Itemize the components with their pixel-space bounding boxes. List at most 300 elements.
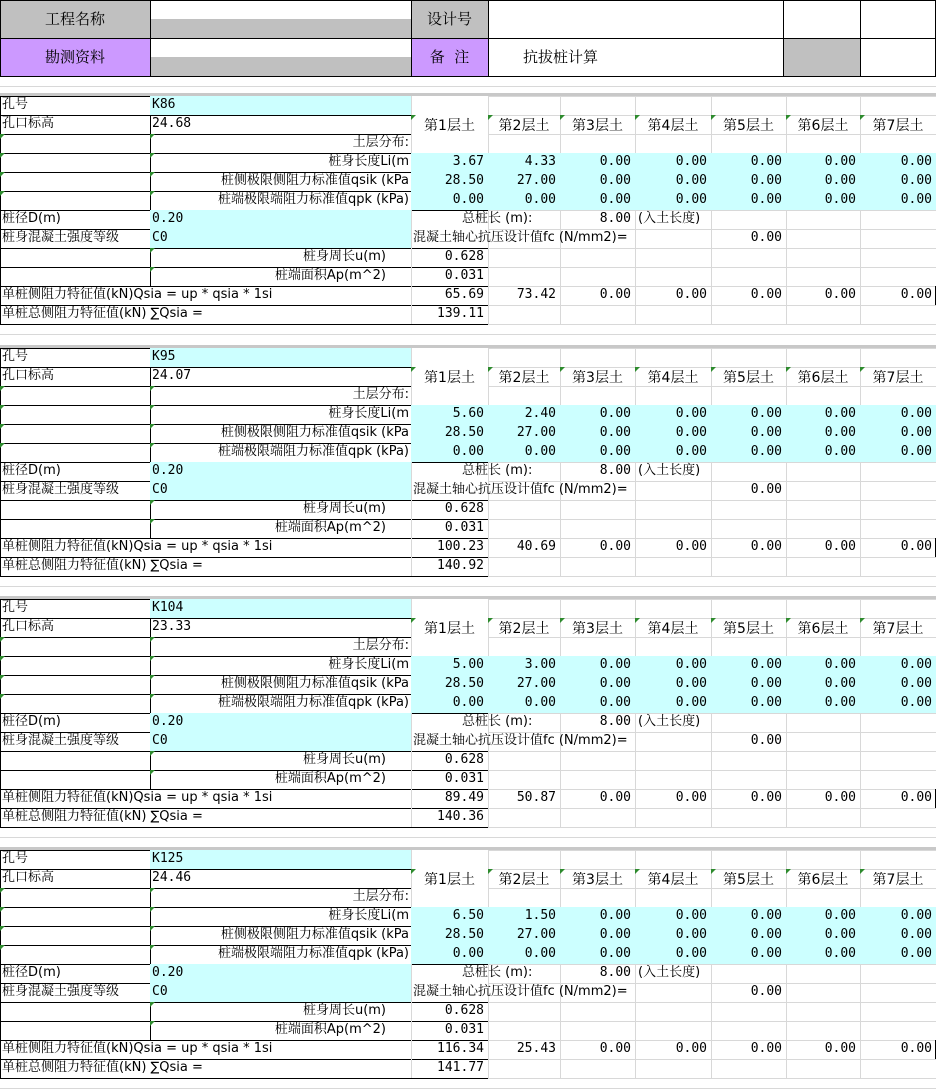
qsia-value: 0.00 <box>675 1041 707 1056</box>
row-marker <box>0 945 150 964</box>
hole-elev-label: 孔口标高 <box>2 368 55 383</box>
side-resistance-value[interactable]: 0.00 <box>786 675 860 694</box>
qsia-value: 0.00 <box>900 287 932 302</box>
qsia-formula-label: 单桩侧阻力特征值(kN)Qsia = up * qsia * 1si <box>2 790 273 805</box>
segment-length-value[interactable]: 0.00 <box>560 656 635 675</box>
segment-length-value[interactable]: 1.50 <box>488 907 560 926</box>
layer-header: 第4层土 <box>635 115 711 147</box>
segment-length-value[interactable]: 0.00 <box>635 656 711 675</box>
block-border <box>0 1078 488 1079</box>
side-resistance-value[interactable]: 0.00 <box>635 926 711 945</box>
block-gridline <box>488 599 936 600</box>
layer-header: 第3层土 <box>560 869 635 901</box>
hole-elev-value[interactable]: 24.68 <box>152 116 192 131</box>
segment-length-value[interactable]: 0.00 <box>635 153 711 172</box>
row-marker <box>0 656 150 675</box>
hole-elev-label: 孔口标高 <box>2 116 55 131</box>
qsia-value: 0.00 <box>675 539 707 554</box>
tip-resistance-label: 桩端极限端阻力标准值qpk (kPa) <box>150 945 411 964</box>
block-gridline <box>488 267 936 268</box>
pile-d-value[interactable]: 0.20 <box>150 210 411 229</box>
row-marker <box>0 386 150 405</box>
tip-resistance-value[interactable]: 0.00 <box>860 191 936 210</box>
qsia-total-value: 140.92 <box>437 558 484 573</box>
tip-area-value: 0.031 <box>444 268 484 283</box>
block-gridline <box>488 248 936 249</box>
side-resistance-value[interactable]: 28.50 <box>411 172 488 191</box>
row-marker <box>0 675 150 694</box>
qsia-value: 116.34 <box>437 1041 484 1056</box>
side-resistance-label: 桩侧极限侧阻力标准值qsik (kPa <box>150 172 411 191</box>
fc-value: 0.00 <box>750 984 782 999</box>
perimeter-value: 0.628 <box>444 752 484 767</box>
qsia-value: 40.69 <box>516 539 556 554</box>
tip-resistance-value[interactable]: 0.00 <box>560 443 635 462</box>
row-marker <box>0 134 150 153</box>
side-resistance-value[interactable]: 27.00 <box>488 675 560 694</box>
hole-elev-label: 孔口标高 <box>2 619 55 634</box>
concrete-grade-value[interactable]: C0 <box>150 229 411 248</box>
block-gridline <box>488 770 936 771</box>
row-marker <box>0 907 150 926</box>
qsia-value: 0.00 <box>824 1041 856 1056</box>
segment-length-label: 桩身长度Li(m <box>150 153 411 172</box>
qsia-value: 0.00 <box>599 539 631 554</box>
tip-resistance-value[interactable]: 0.00 <box>711 191 786 210</box>
qsia-value: 0.00 <box>599 790 631 805</box>
tip-area-label: 桩端面积Ap(m^2) <box>274 1022 386 1037</box>
side-resistance-label: 桩侧极限侧阻力标准值qsik (kPa <box>150 926 411 945</box>
qsia-total-label: 单桩总侧阻力特征值(kN) ∑Qsia = <box>2 1060 203 1075</box>
segment-length-value[interactable]: 0.00 <box>786 907 860 926</box>
header-box-4 <box>860 38 936 76</box>
row-marker <box>0 153 150 172</box>
tip-resistance-value[interactable]: 0.00 <box>560 694 635 713</box>
layer-header: 第6层土 <box>786 618 860 650</box>
segment-length-value[interactable]: 0.00 <box>560 405 635 424</box>
segment-length-value[interactable]: 2.40 <box>488 405 560 424</box>
layer-header: 第3层土 <box>560 115 635 147</box>
layer-header: 第1层土 <box>411 367 488 399</box>
tip-resistance-value[interactable]: 0.00 <box>860 945 936 964</box>
qsia-value: 0.00 <box>750 287 782 302</box>
block-gridline <box>488 348 936 349</box>
concrete-grade-value[interactable]: C0 <box>150 481 411 500</box>
gap-gridline <box>0 334 936 335</box>
project-name-input-shade <box>150 19 411 38</box>
total-len-label: 总桩长 (m): <box>462 463 533 478</box>
side-resistance-value[interactable]: 0.00 <box>711 424 786 443</box>
hole-elev-value[interactable]: 23.33 <box>152 619 192 634</box>
qsia-value: 100.23 <box>437 539 484 554</box>
layer-header: 第7层土 <box>860 115 936 147</box>
tip-resistance-value[interactable]: 0.00 <box>411 443 488 462</box>
hole-no-value[interactable]: K86 <box>150 96 411 115</box>
project-name-label: 工程名称 <box>0 0 150 38</box>
qsia-value: 0.00 <box>599 287 631 302</box>
perimeter-label: 桩身周长u(m) <box>302 1003 386 1018</box>
layer-header: 第7层土 <box>860 618 936 650</box>
concrete-grade-value[interactable]: C0 <box>150 732 411 751</box>
segment-length-value[interactable]: 0.00 <box>786 405 860 424</box>
layer-header: 第7层土 <box>860 869 936 901</box>
total-len-label: 总桩长 (m): <box>462 714 533 729</box>
side-resistance-value[interactable]: 0.00 <box>711 172 786 191</box>
layer-header: 第3层土 <box>560 618 635 650</box>
segment-length-label: 桩身长度Li(m <box>150 405 411 424</box>
layer-header: 第6层土 <box>786 115 860 147</box>
tip-resistance-value[interactable]: 0.00 <box>411 945 488 964</box>
qsia-value: 89.49 <box>444 790 484 805</box>
tip-resistance-value[interactable]: 0.00 <box>635 694 711 713</box>
concrete-grade-label: 桩身混凝土强度等级 <box>2 733 120 748</box>
layer-dist-label: 土层分布: <box>150 637 411 656</box>
qsia-total-label: 单桩总侧阻力特征值(kN) ∑Qsia = <box>2 809 203 824</box>
segment-length-value[interactable]: 0.00 <box>635 405 711 424</box>
tip-resistance-value[interactable]: 0.00 <box>635 945 711 964</box>
block-gridline <box>488 1078 936 1079</box>
segment-length-value[interactable]: 0.00 <box>860 656 936 675</box>
total-len-label: 总桩长 (m): <box>462 965 533 980</box>
hole-no-label: 孔号 <box>2 851 29 866</box>
side-resistance-value[interactable]: 0.00 <box>560 675 635 694</box>
qsia-value: 50.87 <box>516 790 556 805</box>
layer-header: 第6层土 <box>786 869 860 901</box>
row-marker <box>0 191 150 210</box>
pile-d-value[interactable]: 0.20 <box>150 964 411 983</box>
layer-header: 第7层土 <box>860 367 936 399</box>
total-len-value: 8.00 <box>599 965 631 980</box>
gap-gridline <box>0 837 936 838</box>
hole-no-value[interactable]: K95 <box>150 348 411 367</box>
hole-no-value[interactable]: K125 <box>150 850 411 869</box>
qsia-total-value: 141.77 <box>437 1060 484 1075</box>
segment-length-value[interactable]: 4.33 <box>488 153 560 172</box>
qsia-total-label: 单桩总侧阻力特征值(kN) ∑Qsia = <box>2 558 203 573</box>
header-box-1 <box>783 0 860 38</box>
side-resistance-value[interactable]: 0.00 <box>711 675 786 694</box>
pile-d-label: 桩径D(m) <box>2 965 61 980</box>
qsia-value: 0.00 <box>675 287 707 302</box>
side-resistance-value[interactable]: 0.00 <box>860 675 936 694</box>
tip-resistance-value[interactable]: 0.00 <box>711 443 786 462</box>
fc-label: 混凝土轴心抗压设计值fc (N/mm2)= <box>413 733 628 748</box>
fc-value: 0.00 <box>750 230 782 245</box>
row-marker <box>0 694 150 713</box>
remark-value[interactable]: 抗拔桩计算 <box>522 48 598 66</box>
survey-data-input[interactable] <box>150 38 411 57</box>
total-len-value: 8.00 <box>599 211 631 226</box>
qsia-value: 0.00 <box>900 790 932 805</box>
tip-resistance-label: 桩端极限端阻力标准值qpk (kPa) <box>150 191 411 210</box>
hole-elev-label: 孔口标高 <box>2 870 55 885</box>
header-border <box>150 0 151 76</box>
side-resistance-value[interactable]: 28.50 <box>411 675 488 694</box>
layer-header: 第4层土 <box>635 618 711 650</box>
header-box-3 <box>783 38 860 76</box>
concrete-grade-value[interactable]: C0 <box>150 983 411 1002</box>
tip-resistance-value[interactable]: 0.00 <box>488 191 560 210</box>
row-marker <box>0 637 150 656</box>
row-marker <box>0 926 150 945</box>
block-gridline <box>488 1002 936 1003</box>
layer-dist-label: 土层分布: <box>150 386 411 405</box>
layer-header: 第5层土 <box>711 618 786 650</box>
tip-resistance-value[interactable]: 0.00 <box>786 191 860 210</box>
tip-resistance-value[interactable]: 0.00 <box>488 694 560 713</box>
tip-resistance-value[interactable]: 0.00 <box>488 443 560 462</box>
block-gridline <box>488 1021 936 1022</box>
hole-elev-value[interactable]: 24.46 <box>152 870 192 885</box>
side-resistance-value[interactable]: 28.50 <box>411 926 488 945</box>
remark-label: 备 注 <box>411 38 488 76</box>
embed-note: (入土长度) <box>638 211 701 226</box>
block-gridline <box>488 500 936 501</box>
survey-data-label: 勘测资料 <box>0 38 150 76</box>
segment-length-value[interactable]: 3.00 <box>488 656 560 675</box>
tip-resistance-label: 桩端极限端阻力标准值qpk (kPa) <box>150 443 411 462</box>
concrete-grade-label: 桩身混凝土强度等级 <box>2 984 120 999</box>
side-resistance-value[interactable]: 27.00 <box>488 424 560 443</box>
fc-label: 混凝土轴心抗压设计值fc (N/mm2)= <box>413 984 628 999</box>
qsia-value: 0.00 <box>824 287 856 302</box>
segment-length-value[interactable]: 0.00 <box>711 153 786 172</box>
side-resistance-value[interactable]: 0.00 <box>860 926 936 945</box>
layer-header: 第5层土 <box>711 869 786 901</box>
row-marker <box>0 888 150 907</box>
qsia-value: 0.00 <box>599 1041 631 1056</box>
segment-length-value[interactable]: 0.00 <box>860 405 936 424</box>
qsia-total-value: 140.36 <box>437 809 484 824</box>
block-border <box>0 827 488 828</box>
qsia-formula-label: 单桩侧阻力特征值(kN)Qsia = up * qsia * 1si <box>2 1041 273 1056</box>
segment-length-value[interactable]: 0.00 <box>860 153 936 172</box>
qsia-formula-label: 单桩侧阻力特征值(kN)Qsia = up * qsia * 1si <box>2 539 273 554</box>
tip-resistance-value[interactable]: 0.00 <box>635 191 711 210</box>
fc-label: 混凝土轴心抗压设计值fc (N/mm2)= <box>413 482 628 497</box>
qsia-value: 65.69 <box>444 287 484 302</box>
tip-resistance-value[interactable]: 0.00 <box>411 694 488 713</box>
row-marker <box>0 405 150 424</box>
segment-length-value[interactable]: 0.00 <box>786 656 860 675</box>
perimeter-value: 0.628 <box>444 249 484 264</box>
block-gridline <box>488 576 936 577</box>
tip-resistance-value[interactable]: 0.00 <box>488 945 560 964</box>
block-gridline <box>488 808 936 809</box>
tip-resistance-label: 桩端极限端阻力标准值qpk (kPa) <box>150 694 411 713</box>
design-no-label: 设计号 <box>411 0 488 38</box>
block-gridline <box>488 305 936 306</box>
pile-d-value[interactable]: 0.20 <box>150 713 411 732</box>
perimeter-value: 0.628 <box>444 1003 484 1018</box>
pile-d-value[interactable]: 0.20 <box>150 462 411 481</box>
total-len-label: 总桩长 (m): <box>462 211 533 226</box>
tip-resistance-value[interactable]: 0.00 <box>786 443 860 462</box>
qsia-value: 0.00 <box>824 790 856 805</box>
qsia-formula-label: 单桩侧阻力特征值(kN)Qsia = up * qsia * 1si <box>2 287 273 302</box>
block-gridline <box>488 827 936 828</box>
fc-value: 0.00 <box>750 733 782 748</box>
tip-resistance-value[interactable]: 0.00 <box>635 443 711 462</box>
segment-length-value[interactable]: 0.00 <box>860 907 936 926</box>
header-border <box>411 0 412 76</box>
tip-resistance-value[interactable]: 0.00 <box>786 694 860 713</box>
block-border <box>0 576 488 577</box>
segment-length-label: 桩身长度Li(m <box>150 656 411 675</box>
perimeter-label: 桩身周长u(m) <box>302 752 386 767</box>
row-marker <box>0 172 150 191</box>
embed-note: (入土长度) <box>638 965 701 980</box>
side-resistance-value[interactable]: 0.00 <box>786 424 860 443</box>
block-gridline <box>488 1059 936 1060</box>
total-len-value: 8.00 <box>599 714 631 729</box>
tip-area-label: 桩端面积Ap(m^2) <box>274 771 386 786</box>
block-gridline <box>488 557 936 558</box>
layer-header: 第1层土 <box>411 869 488 901</box>
hole-no-value[interactable]: K104 <box>150 599 411 618</box>
segment-length-value[interactable]: 5.00 <box>411 656 488 675</box>
embed-note: (入土长度) <box>638 463 701 478</box>
tip-resistance-value[interactable]: 0.00 <box>786 945 860 964</box>
tip-area-label: 桩端面积Ap(m^2) <box>274 268 386 283</box>
qsia-total-value: 139.11 <box>437 306 484 321</box>
side-resistance-value[interactable]: 28.50 <box>411 424 488 443</box>
layer-header: 第2层土 <box>488 115 560 147</box>
side-resistance-value[interactable]: 0.00 <box>635 172 711 191</box>
header-box-2 <box>860 0 936 38</box>
tip-area-value: 0.031 <box>444 771 484 786</box>
segment-length-value[interactable]: 0.00 <box>560 907 635 926</box>
side-resistance-value[interactable]: 0.00 <box>786 172 860 191</box>
header-border <box>488 0 489 76</box>
layer-dist-label: 土层分布: <box>150 134 411 153</box>
qsia-value: 73.42 <box>516 287 556 302</box>
fc-value: 0.00 <box>750 482 782 497</box>
layer-header: 第1层土 <box>411 618 488 650</box>
concrete-grade-label: 桩身混凝土强度等级 <box>2 482 120 497</box>
qsia-value: 0.00 <box>824 539 856 554</box>
qsia-value: 25.43 <box>516 1041 556 1056</box>
perimeter-label: 桩身周长u(m) <box>302 249 386 264</box>
side-resistance-value[interactable]: 0.00 <box>711 926 786 945</box>
row-marker <box>0 443 150 462</box>
tip-area-value: 0.031 <box>444 520 484 535</box>
segment-length-label: 桩身长度Li(m <box>150 907 411 926</box>
side-resistance-value[interactable]: 0.00 <box>560 172 635 191</box>
tip-resistance-value[interactable]: 0.00 <box>860 443 936 462</box>
header-border <box>0 38 936 39</box>
side-resistance-label: 桩侧极限侧阻力标准值qsik (kPa <box>150 675 411 694</box>
side-resistance-value[interactable]: 0.00 <box>560 424 635 443</box>
layer-header: 第2层土 <box>488 618 560 650</box>
perimeter-label: 桩身周长u(m) <box>302 501 386 516</box>
gap-gridline <box>0 86 936 87</box>
side-resistance-value[interactable]: 0.00 <box>860 424 936 443</box>
tip-resistance-value[interactable]: 0.00 <box>860 694 936 713</box>
block-gridline <box>488 96 936 97</box>
header-border <box>860 0 861 76</box>
layer-header: 第2层土 <box>488 367 560 399</box>
side-resistance-value[interactable]: 27.00 <box>488 172 560 191</box>
tip-resistance-value[interactable]: 0.00 <box>560 945 635 964</box>
side-resistance-value[interactable]: 0.00 <box>635 675 711 694</box>
qsia-value: 0.00 <box>750 539 782 554</box>
perimeter-value: 0.628 <box>444 501 484 516</box>
design-no-input[interactable] <box>488 0 783 38</box>
concrete-grade-label: 桩身混凝土强度等级 <box>2 230 120 245</box>
qsia-value: 0.00 <box>900 1041 932 1056</box>
side-resistance-value[interactable]: 0.00 <box>860 172 936 191</box>
tip-resistance-value[interactable]: 0.00 <box>411 191 488 210</box>
side-resistance-value[interactable]: 0.00 <box>635 424 711 443</box>
row-marker <box>0 424 150 443</box>
fc-label: 混凝土轴心抗压设计值fc (N/mm2)= <box>413 230 628 245</box>
side-resistance-value[interactable]: 27.00 <box>488 926 560 945</box>
layer-header: 第4层土 <box>635 869 711 901</box>
qsia-value: 0.00 <box>900 539 932 554</box>
pile-d-label: 桩径D(m) <box>2 463 61 478</box>
segment-length-value[interactable]: 6.50 <box>411 907 488 926</box>
qsia-value: 0.00 <box>675 790 707 805</box>
block-border <box>0 324 488 325</box>
header-border <box>0 76 936 77</box>
qsia-total-label: 单桩总侧阻力特征值(kN) ∑Qsia = <box>2 306 203 321</box>
side-resistance-value[interactable]: 0.00 <box>560 926 635 945</box>
qsia-value: 0.00 <box>750 1041 782 1056</box>
hole-elev-value[interactable]: 24.07 <box>152 368 192 383</box>
layer-header: 第5层土 <box>711 367 786 399</box>
gap-gridline <box>0 586 936 587</box>
layer-header: 第5层土 <box>711 115 786 147</box>
qsia-value: 0.00 <box>750 790 782 805</box>
layer-header: 第1层土 <box>411 115 488 147</box>
hole-no-label: 孔号 <box>2 97 29 112</box>
layer-header: 第6层土 <box>786 367 860 399</box>
tip-area-value: 0.031 <box>444 1022 484 1037</box>
segment-length-value[interactable]: 0.00 <box>635 907 711 926</box>
segment-length-value[interactable]: 3.67 <box>411 153 488 172</box>
layer-header: 第2层土 <box>488 869 560 901</box>
header-border <box>783 0 784 76</box>
tip-resistance-value[interactable]: 0.00 <box>711 945 786 964</box>
layer-header: 第4层土 <box>635 367 711 399</box>
segment-length-value[interactable]: 0.00 <box>711 656 786 675</box>
hole-no-label: 孔号 <box>2 349 29 364</box>
block-gridline <box>488 519 936 520</box>
header-border <box>0 0 1 76</box>
block-gridline <box>488 324 936 325</box>
layer-dist-label: 土层分布: <box>150 888 411 907</box>
pile-d-label: 桩径D(m) <box>2 211 61 226</box>
total-len-value: 8.00 <box>599 463 631 478</box>
pile-d-label: 桩径D(m) <box>2 714 61 729</box>
side-resistance-value[interactable]: 0.00 <box>786 926 860 945</box>
block-gridline <box>488 751 936 752</box>
tip-resistance-value[interactable]: 0.00 <box>560 191 635 210</box>
hole-no-label: 孔号 <box>2 600 29 615</box>
segment-length-value[interactable]: 5.60 <box>411 405 488 424</box>
embed-note: (入土长度) <box>638 714 701 729</box>
layer-header: 第3层土 <box>560 367 635 399</box>
project-name-input[interactable] <box>150 0 411 19</box>
survey-data-input-shade <box>150 57 411 76</box>
tip-resistance-value[interactable]: 0.00 <box>711 694 786 713</box>
segment-length-value[interactable]: 0.00 <box>560 153 635 172</box>
segment-length-value[interactable]: 0.00 <box>711 907 786 926</box>
segment-length-value[interactable]: 0.00 <box>711 405 786 424</box>
side-resistance-label: 桩侧极限侧阻力标准值qsik (kPa <box>150 424 411 443</box>
segment-length-value[interactable]: 0.00 <box>786 153 860 172</box>
